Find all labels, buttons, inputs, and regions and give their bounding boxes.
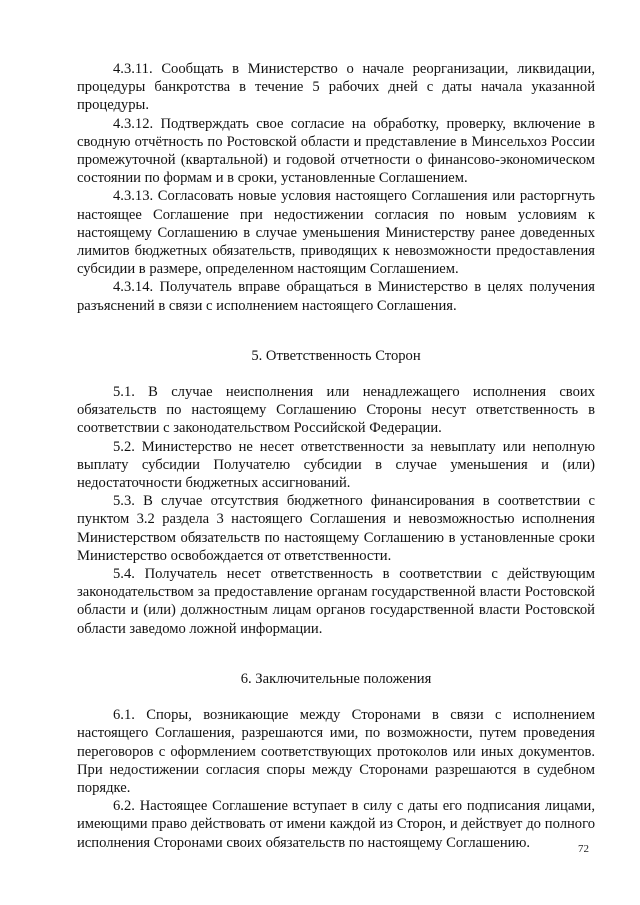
paragraph-4-3-13: 4.3.13. Согласовать новые условия настоящего Соглашения или расторгнуть настоящее Соглашение при недостижении согласия по новым условиям к настоящему Соглашению в случае уменьшения Министерству ранее доведенных лимитов бюджетных обязательств, приводящих к невозможности предоставления субсидии в размере, определенном настоящим Соглашением. <box>77 188 595 278</box>
paragraph-4-3-12: 4.3.12. Подтверждать свое согласие на обработку, проверку, включение в сводную отчётность по Ростовской области и представление в Минсельхоз России промежуточной (квартальной) и годовой отчетности о финансово-экономическом состоянии по формам и в сроки, установленные Соглашением. <box>77 115 595 187</box>
page-number: 72 <box>578 843 589 855</box>
paragraph-6-2: 6.2. Настоящее Соглашение вступает в силу с даты его подписания лицами, имеющими право действовать от имени каждой из Сторон, и действует до полного исполнения Сторонами своих обязательств по настоящему Соглашению. <box>77 798 595 851</box>
document-body <box>77 60 595 852</box>
paragraph-6-1: 6.1. Споры, возникающие между Сторонами в связи с исполнением настоящего Соглашения, разрешаются ими, по возможности, путем проведения переговоров с оформлением соответствующих протоколов или иных документов. При недостижении согласия споры между Сторонами разрешаются в судебном порядке. <box>77 707 595 796</box>
section-6-heading: 6. Заключительные положения <box>240 670 432 687</box>
paragraph-4-3-14: 4.3.14. Получатель вправе обращаться в Министерство в целях получения разъяснений в связи с исполнением настоящего Соглашения. <box>77 279 595 314</box>
section-5-heading: 5. Ответственность Сторон <box>251 347 421 364</box>
paragraph-5-3: 5.3. В случае отсутствия бюджетного финансирования в соответствии с пунктом 3.2 раздела 3 настоящего Соглашения и невозможностью исполнения Министерством обязательств по настоящему Соглашению в установленные сроки Министерство освобождается от ответственности. <box>77 493 595 564</box>
paragraph-5-2: 5.2. Министерство не несет ответственности за невыплату или неполную выплату субсидии Получателю субсидии в случае уменьшения и (или) недостаточности бюджетных ассигнований. <box>77 438 595 492</box>
paragraph-5-4: 5.4. Получатель несет ответственность в соответствии с действующим законодательством за предоставление органам государственной власти Ростовской области и (или) должностным лицам органов государственной власти Ростовской области заведомо ложной информации. <box>77 566 595 637</box>
paragraph-5-1: 5.1. В случае неисполнения или ненадлежащего исполнения своих обязательств по настоящему Соглашению Стороны несут ответственность в соответствии с законодательством Российской Федерации. <box>77 384 595 437</box>
paragraph-4-3-11: 4.3.11. Сообщать в Министерство о начале реорганизации, ликвидации, процедуры банкротства в течение 5 рабочих дней с даты начала указанной процедуры. <box>77 61 595 114</box>
